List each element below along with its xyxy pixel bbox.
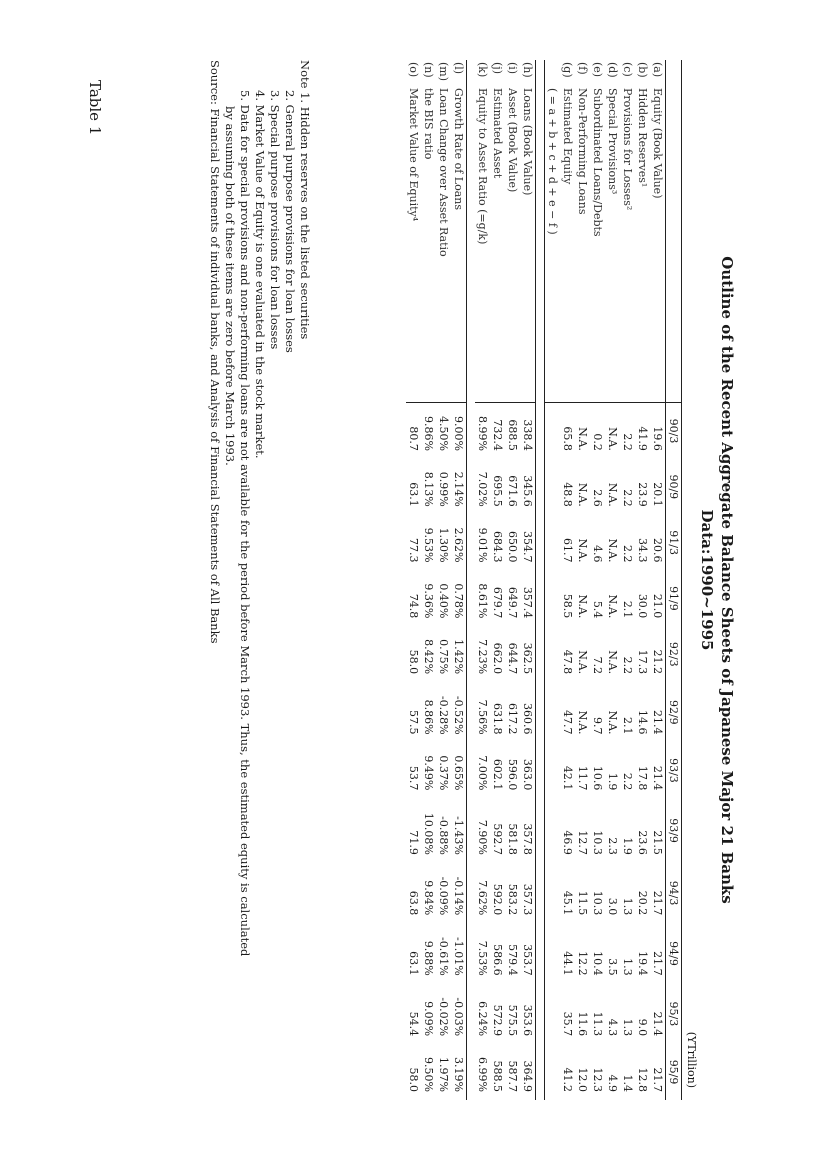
- cell-value: 4.50%: [436, 403, 451, 459]
- cell-value: 3.0: [606, 897, 619, 916]
- header-label: [666, 86, 682, 403]
- row-index: (l): [451, 60, 467, 86]
- cell-value: 58.5: [561, 593, 574, 619]
- cell-value: 34.3: [636, 538, 649, 563]
- row-index: (c): [621, 62, 634, 77]
- cell-value: [545, 863, 561, 923]
- cell-value: 44.1: [561, 951, 574, 976]
- table-row: [545, 60, 561, 1100]
- row-label: the BIS ratio: [422, 88, 435, 160]
- cell-value: 0.99%: [437, 471, 450, 507]
- cell-value: 0.65%: [451, 743, 467, 799]
- cell-value: 17.3: [636, 649, 649, 675]
- cell-value: 671.6: [506, 475, 519, 507]
- column-header: 95/3: [666, 984, 682, 1044]
- cell-value: 592.7: [491, 823, 504, 855]
- cell-value: 1.3: [621, 897, 634, 916]
- row-index: (j): [491, 62, 504, 74]
- cell-value: 8.99%: [475, 403, 490, 459]
- cell-value: 2.2: [621, 545, 634, 563]
- cell-value: 9.50%: [422, 1057, 435, 1092]
- cell-value: 1.9: [606, 772, 619, 791]
- table-row: [406, 60, 421, 1100]
- cell-value: 58.0: [407, 649, 420, 675]
- cell-value: 7.53%: [476, 940, 489, 976]
- column-header: 91/9: [666, 571, 682, 627]
- table-row: [490, 60, 505, 1100]
- cell-value: 12.7: [576, 830, 589, 855]
- cell-value: 2.3: [606, 837, 619, 855]
- cell-value: 7.90%: [476, 819, 489, 855]
- cell-value: -0.09%: [437, 876, 450, 916]
- row-label: Provisions for Losses²: [621, 88, 634, 211]
- cell-value: [545, 743, 561, 799]
- cell-value: 54.4: [407, 1011, 420, 1037]
- table-row: [620, 60, 635, 1100]
- cell-value: 12.8: [636, 1067, 649, 1092]
- row-label: Subordinated Loans/Debts: [591, 88, 604, 237]
- cell-value: 3.5: [606, 958, 619, 976]
- cell-value: 80.7: [406, 403, 421, 459]
- row-label: Hidden Reserves¹: [636, 88, 649, 188]
- cell-value: 631.8: [491, 703, 504, 735]
- cell-value: 9.86%: [421, 403, 436, 459]
- cell-value: 2.2: [621, 656, 634, 675]
- cell-value: 77.3: [407, 538, 420, 563]
- cell-value: N.A.: [576, 594, 589, 619]
- spacer-row: [536, 60, 545, 1100]
- unit-label: (YTrillion): [685, 1031, 698, 1088]
- cell-value: 345.6: [520, 459, 536, 515]
- cell-value: 61.7: [561, 538, 574, 563]
- cell-value: 2.2: [621, 772, 634, 791]
- cell-value: [545, 682, 561, 742]
- column-header: 92/9: [666, 682, 682, 742]
- column-header: 91/3: [666, 515, 682, 571]
- cell-value: -0.28%: [437, 695, 450, 735]
- cell-value: 353.6: [520, 984, 536, 1044]
- cell-value: 2.1: [621, 717, 634, 735]
- cell-value: 21.4: [651, 710, 664, 735]
- cell-value: -0.61%: [437, 937, 450, 976]
- cell-value: N.A.: [576, 482, 589, 507]
- cell-value: 360.6: [520, 682, 536, 742]
- note-line: 4. Market Value of Equity is one evaluated in the stock market.: [253, 90, 267, 459]
- cell-value: 35.7: [561, 1011, 574, 1037]
- cell-value: 63.1: [407, 482, 420, 507]
- cell-value: 10.6: [591, 765, 604, 791]
- cell-value: 30.0: [636, 593, 649, 619]
- row-index: (o): [407, 62, 420, 78]
- cell-value: 20.6: [651, 538, 664, 563]
- cell-value: 21.0: [651, 593, 664, 619]
- cell-value: 7.62%: [476, 880, 489, 916]
- cell-value: 587.7: [506, 1060, 519, 1092]
- table-row: [451, 60, 467, 1100]
- cell-value: 353.7: [520, 923, 536, 983]
- cell-value: 41.2: [561, 1067, 574, 1092]
- row-index: (m): [437, 62, 450, 82]
- table-row: [560, 60, 575, 1100]
- column-header: 90/9: [666, 459, 682, 515]
- cell-value: 0.40%: [437, 583, 450, 619]
- cell-value: 12.2: [576, 951, 589, 976]
- cell-value: 7.56%: [476, 699, 489, 735]
- row-label: Estimated Asset: [491, 88, 504, 179]
- cell-value: N.A.: [576, 710, 589, 735]
- cell-value: 65.8: [560, 403, 575, 459]
- cell-value: [545, 984, 561, 1044]
- cell-value: 21.5: [651, 830, 664, 855]
- cell-value: 21.7: [651, 890, 664, 916]
- cell-value: 46.9: [561, 830, 574, 855]
- cell-value: 338.4: [520, 403, 536, 459]
- cell-value: 7.2: [591, 656, 604, 675]
- cell-value: 23.9: [636, 482, 649, 507]
- row-label: Equity to Asset Ratio (=g/k): [476, 88, 489, 245]
- cell-value: 4.6: [591, 545, 604, 563]
- cell-value: 53.7: [407, 765, 420, 791]
- cell-value: 684.3: [491, 531, 504, 563]
- table-row: [475, 60, 490, 1100]
- cell-value: -1.43%: [451, 798, 467, 863]
- table-row: [505, 60, 520, 1100]
- cell-value: 10.3: [591, 890, 604, 916]
- table-row: [421, 60, 436, 1100]
- cell-value: 362.5: [520, 626, 536, 682]
- cell-value: 10.08%: [422, 812, 435, 855]
- cell-value: 47.7: [561, 710, 574, 735]
- cell-value: 19.6: [650, 403, 666, 459]
- cell-value: 354.7: [520, 515, 536, 571]
- cell-value: 9.00%: [451, 403, 467, 459]
- row-label: Non-Performing Loans: [576, 88, 589, 215]
- column-header: 93/9: [666, 798, 682, 863]
- source-line: Source: Financial Statements of individual banks, and Analysis of Financial Statements of All Banks: [208, 60, 222, 644]
- cell-value: 41.9: [635, 403, 650, 459]
- table-row: [605, 60, 620, 1100]
- table-row: [575, 60, 590, 1100]
- table-row: [436, 60, 451, 1100]
- cell-value: 12.0: [576, 1067, 589, 1092]
- table-subtitle: Data:1990~1995: [698, 509, 716, 651]
- cell-value: [545, 1044, 561, 1100]
- cell-value: 2.2: [621, 489, 634, 507]
- cell-value: 1.30%: [437, 527, 450, 563]
- cell-value: 617.2: [506, 703, 519, 735]
- cell-value: 0.37%: [437, 755, 450, 791]
- row-index: (i): [506, 62, 519, 75]
- cell-value: -0.14%: [451, 863, 467, 923]
- cell-value: N.A.: [576, 538, 589, 563]
- cell-value: 602.1: [491, 758, 504, 791]
- cell-value: 42.1: [561, 765, 574, 791]
- note-line: Note 1. Hidden reserves on the listed securities: [298, 60, 312, 340]
- cell-value: 357.8: [520, 798, 536, 863]
- cell-value: 0.78%: [451, 571, 467, 627]
- cell-value: 5.4: [591, 600, 604, 619]
- cell-value: 695.5: [491, 475, 504, 507]
- cell-value: 4.9: [606, 1074, 619, 1092]
- cell-value: N.A.: [606, 710, 619, 735]
- cell-value: 596.0: [506, 758, 519, 791]
- cell-value: 592.0: [491, 883, 504, 916]
- cell-value: 21.2: [651, 649, 664, 675]
- note-line: by assuming both of these items are zero before March 1993.: [223, 106, 237, 466]
- cell-value: 74.8: [407, 593, 420, 619]
- cell-value: [545, 626, 561, 682]
- cell-value: -0.88%: [437, 816, 450, 855]
- cell-value: -0.02%: [437, 997, 450, 1037]
- column-header: 93/3: [666, 743, 682, 799]
- row-index: (g): [561, 62, 574, 78]
- cell-value: 8.13%: [422, 471, 435, 507]
- cell-value: 575.5: [506, 1004, 519, 1037]
- cell-value: 364.9: [520, 1044, 536, 1100]
- cell-value: 9.84%: [422, 880, 435, 916]
- cell-value: 21.4: [651, 1011, 664, 1037]
- header-row: [666, 60, 682, 1100]
- cell-value: 6.24%: [476, 1001, 489, 1037]
- row-label: ( = a + b + c + d + e − f ): [545, 86, 561, 403]
- cell-value: 20.2: [636, 890, 649, 916]
- row-label: Estimated Equity: [561, 88, 574, 185]
- cell-value: 9.7: [591, 717, 604, 735]
- cell-value: 357.4: [520, 571, 536, 627]
- table-notes: [207, 60, 312, 1100]
- cell-value: 8.61%: [476, 583, 489, 619]
- balance-sheet-table: [406, 60, 682, 1100]
- cell-value: 2.14%: [451, 459, 467, 515]
- cell-value: 357.3: [520, 863, 536, 923]
- cell-value: 679.7: [491, 586, 504, 619]
- cell-value: 11.6: [576, 1011, 589, 1037]
- cell-value: 650.0: [506, 531, 519, 563]
- cell-value: 12.3: [591, 1067, 604, 1092]
- cell-value: 6.99%: [476, 1057, 489, 1092]
- table-row: [590, 60, 605, 1100]
- column-header: 95/9: [666, 1044, 682, 1100]
- cell-value: 581.8: [506, 823, 519, 855]
- note-line: 3. Special purpose provisions for loan losses: [268, 90, 282, 350]
- cell-value: 10.3: [591, 830, 604, 855]
- cell-value: [545, 459, 561, 515]
- cell-value: 57.5: [407, 710, 420, 735]
- cell-value: 2.1: [621, 600, 634, 619]
- cell-value: N.A.: [606, 538, 619, 563]
- cell-value: 9.01%: [476, 527, 489, 563]
- cell-value: 7.00%: [476, 755, 489, 791]
- row-label: Equity (Book Value): [651, 88, 664, 199]
- row-index: (b): [636, 62, 649, 78]
- cell-value: 11.5: [576, 890, 589, 916]
- cell-value: N.A.: [575, 403, 590, 459]
- cell-value: 1.3: [621, 958, 634, 976]
- cell-value: 688.5: [505, 403, 520, 459]
- cell-value: [545, 798, 561, 863]
- row-index: [545, 60, 561, 86]
- table-row: [635, 60, 650, 1100]
- table-row: [520, 60, 536, 1100]
- cell-value: 48.8: [561, 482, 574, 507]
- cell-value: 10.4: [591, 951, 604, 976]
- cell-value: 9.09%: [422, 1001, 435, 1037]
- row-label: Market Value of Equity⁴: [407, 88, 420, 222]
- cell-value: 2.6: [591, 489, 604, 507]
- cell-value: 8.86%: [422, 699, 435, 735]
- cell-value: N.A.: [605, 403, 620, 459]
- cell-value: 586.6: [491, 944, 504, 976]
- table-row: [650, 60, 666, 1100]
- column-header: 92/3: [666, 626, 682, 682]
- row-index: (d): [606, 62, 619, 78]
- cell-value: 21.7: [651, 951, 664, 976]
- row-index: (n): [422, 62, 435, 78]
- column-header: 90/3: [666, 403, 682, 459]
- row-label: Special Provisions³: [606, 88, 619, 195]
- cell-value: N.A.: [606, 650, 619, 675]
- cell-value: 23.6: [636, 830, 649, 855]
- cell-value: N.A.: [606, 482, 619, 507]
- row-index: (f): [576, 62, 589, 75]
- cell-value: -0.52%: [451, 682, 467, 742]
- row-index: (h): [520, 60, 536, 86]
- cell-value: 649.7: [506, 586, 519, 619]
- row-index: (k): [476, 62, 489, 78]
- cell-value: 14.6: [636, 710, 649, 735]
- cell-value: 63.8: [407, 890, 420, 916]
- row-label: Loan Change over Asset Ratio: [437, 88, 450, 257]
- cell-value: 1.9: [621, 837, 634, 855]
- row-index: (a): [651, 62, 664, 78]
- cell-value: 21.7: [651, 1067, 664, 1092]
- cell-value: 1.3: [621, 1018, 634, 1037]
- cell-value: 17.8: [636, 765, 649, 791]
- cell-value: 21.4: [651, 765, 664, 791]
- row-label: Asset (Book Value): [506, 88, 519, 193]
- cell-value: [545, 403, 561, 459]
- row-index: (e): [591, 62, 604, 78]
- cell-value: 1.4: [621, 1074, 634, 1092]
- cell-value: 8.42%: [422, 639, 435, 675]
- row-label: Loans (Book Value): [520, 86, 536, 403]
- cell-value: 1.42%: [451, 626, 467, 682]
- column-header: 94/9: [666, 923, 682, 983]
- note-line: 5. Data for special provisions and non-performing loans are not available for the period before March 1993. Thus, the estimated equity is calculated: [238, 90, 252, 957]
- cell-value: 45.1: [561, 890, 574, 916]
- cell-value: [545, 515, 561, 571]
- header-index: [666, 60, 682, 86]
- cell-value: 11.3: [591, 1011, 604, 1037]
- cell-value: 3.19%: [451, 1044, 467, 1100]
- cell-value: [545, 571, 561, 627]
- cell-value: 19.4: [636, 951, 649, 976]
- cell-value: 58.0: [407, 1067, 420, 1092]
- row-label: Growth Rate of Loans: [451, 86, 467, 403]
- cell-value: 9.36%: [422, 583, 435, 619]
- cell-value: 2.2: [620, 403, 635, 459]
- cell-value: 9.88%: [422, 940, 435, 976]
- cell-value: 47.8: [561, 649, 574, 675]
- table-body: [406, 60, 666, 1100]
- cell-value: 572.9: [491, 1004, 504, 1037]
- cell-value: 9.49%: [422, 755, 435, 791]
- spacer-row: [467, 60, 476, 1100]
- cell-value: 1.97%: [437, 1057, 450, 1092]
- cell-value: -0.03%: [451, 984, 467, 1044]
- cell-value: -1.01%: [451, 923, 467, 983]
- cell-value: 7.02%: [476, 471, 489, 507]
- cell-value: 363.0: [520, 743, 536, 799]
- table-title: Outline of the Recent Aggregate Balance Sheets of Japanese Major 21 Banks: [718, 256, 736, 904]
- cell-value: 583.2: [506, 883, 519, 916]
- cell-value: 71.9: [407, 830, 420, 855]
- cell-value: 0.75%: [437, 639, 450, 675]
- cell-value: N.A.: [576, 650, 589, 675]
- cell-value: 4.3: [606, 1018, 619, 1037]
- table-label: Table 1: [86, 80, 104, 136]
- column-header: 94/3: [666, 863, 682, 923]
- cell-value: 662.0: [491, 642, 504, 675]
- cell-value: 63.1: [407, 951, 420, 976]
- cell-value: N.A.: [606, 594, 619, 619]
- cell-value: 732.4: [490, 403, 505, 459]
- rotated-table-sheet: [86, 60, 736, 1100]
- cell-value: 9.0: [636, 1018, 649, 1037]
- spacer-cell: [467, 60, 476, 1100]
- cell-value: 2.62%: [451, 515, 467, 571]
- spacer-cell: [536, 60, 545, 1100]
- cell-value: 579.4: [506, 944, 519, 976]
- cell-value: 7.23%: [476, 639, 489, 675]
- cell-value: 9.53%: [422, 527, 435, 563]
- cell-value: 0.2: [590, 403, 605, 459]
- cell-value: 588.5: [491, 1060, 504, 1092]
- cell-value: 20.1: [651, 482, 664, 507]
- note-line: 2. General purpose provisions for loan losses: [283, 90, 297, 353]
- cell-value: [545, 923, 561, 983]
- cell-value: 11.7: [576, 765, 589, 791]
- cell-value: 644.7: [506, 642, 519, 675]
